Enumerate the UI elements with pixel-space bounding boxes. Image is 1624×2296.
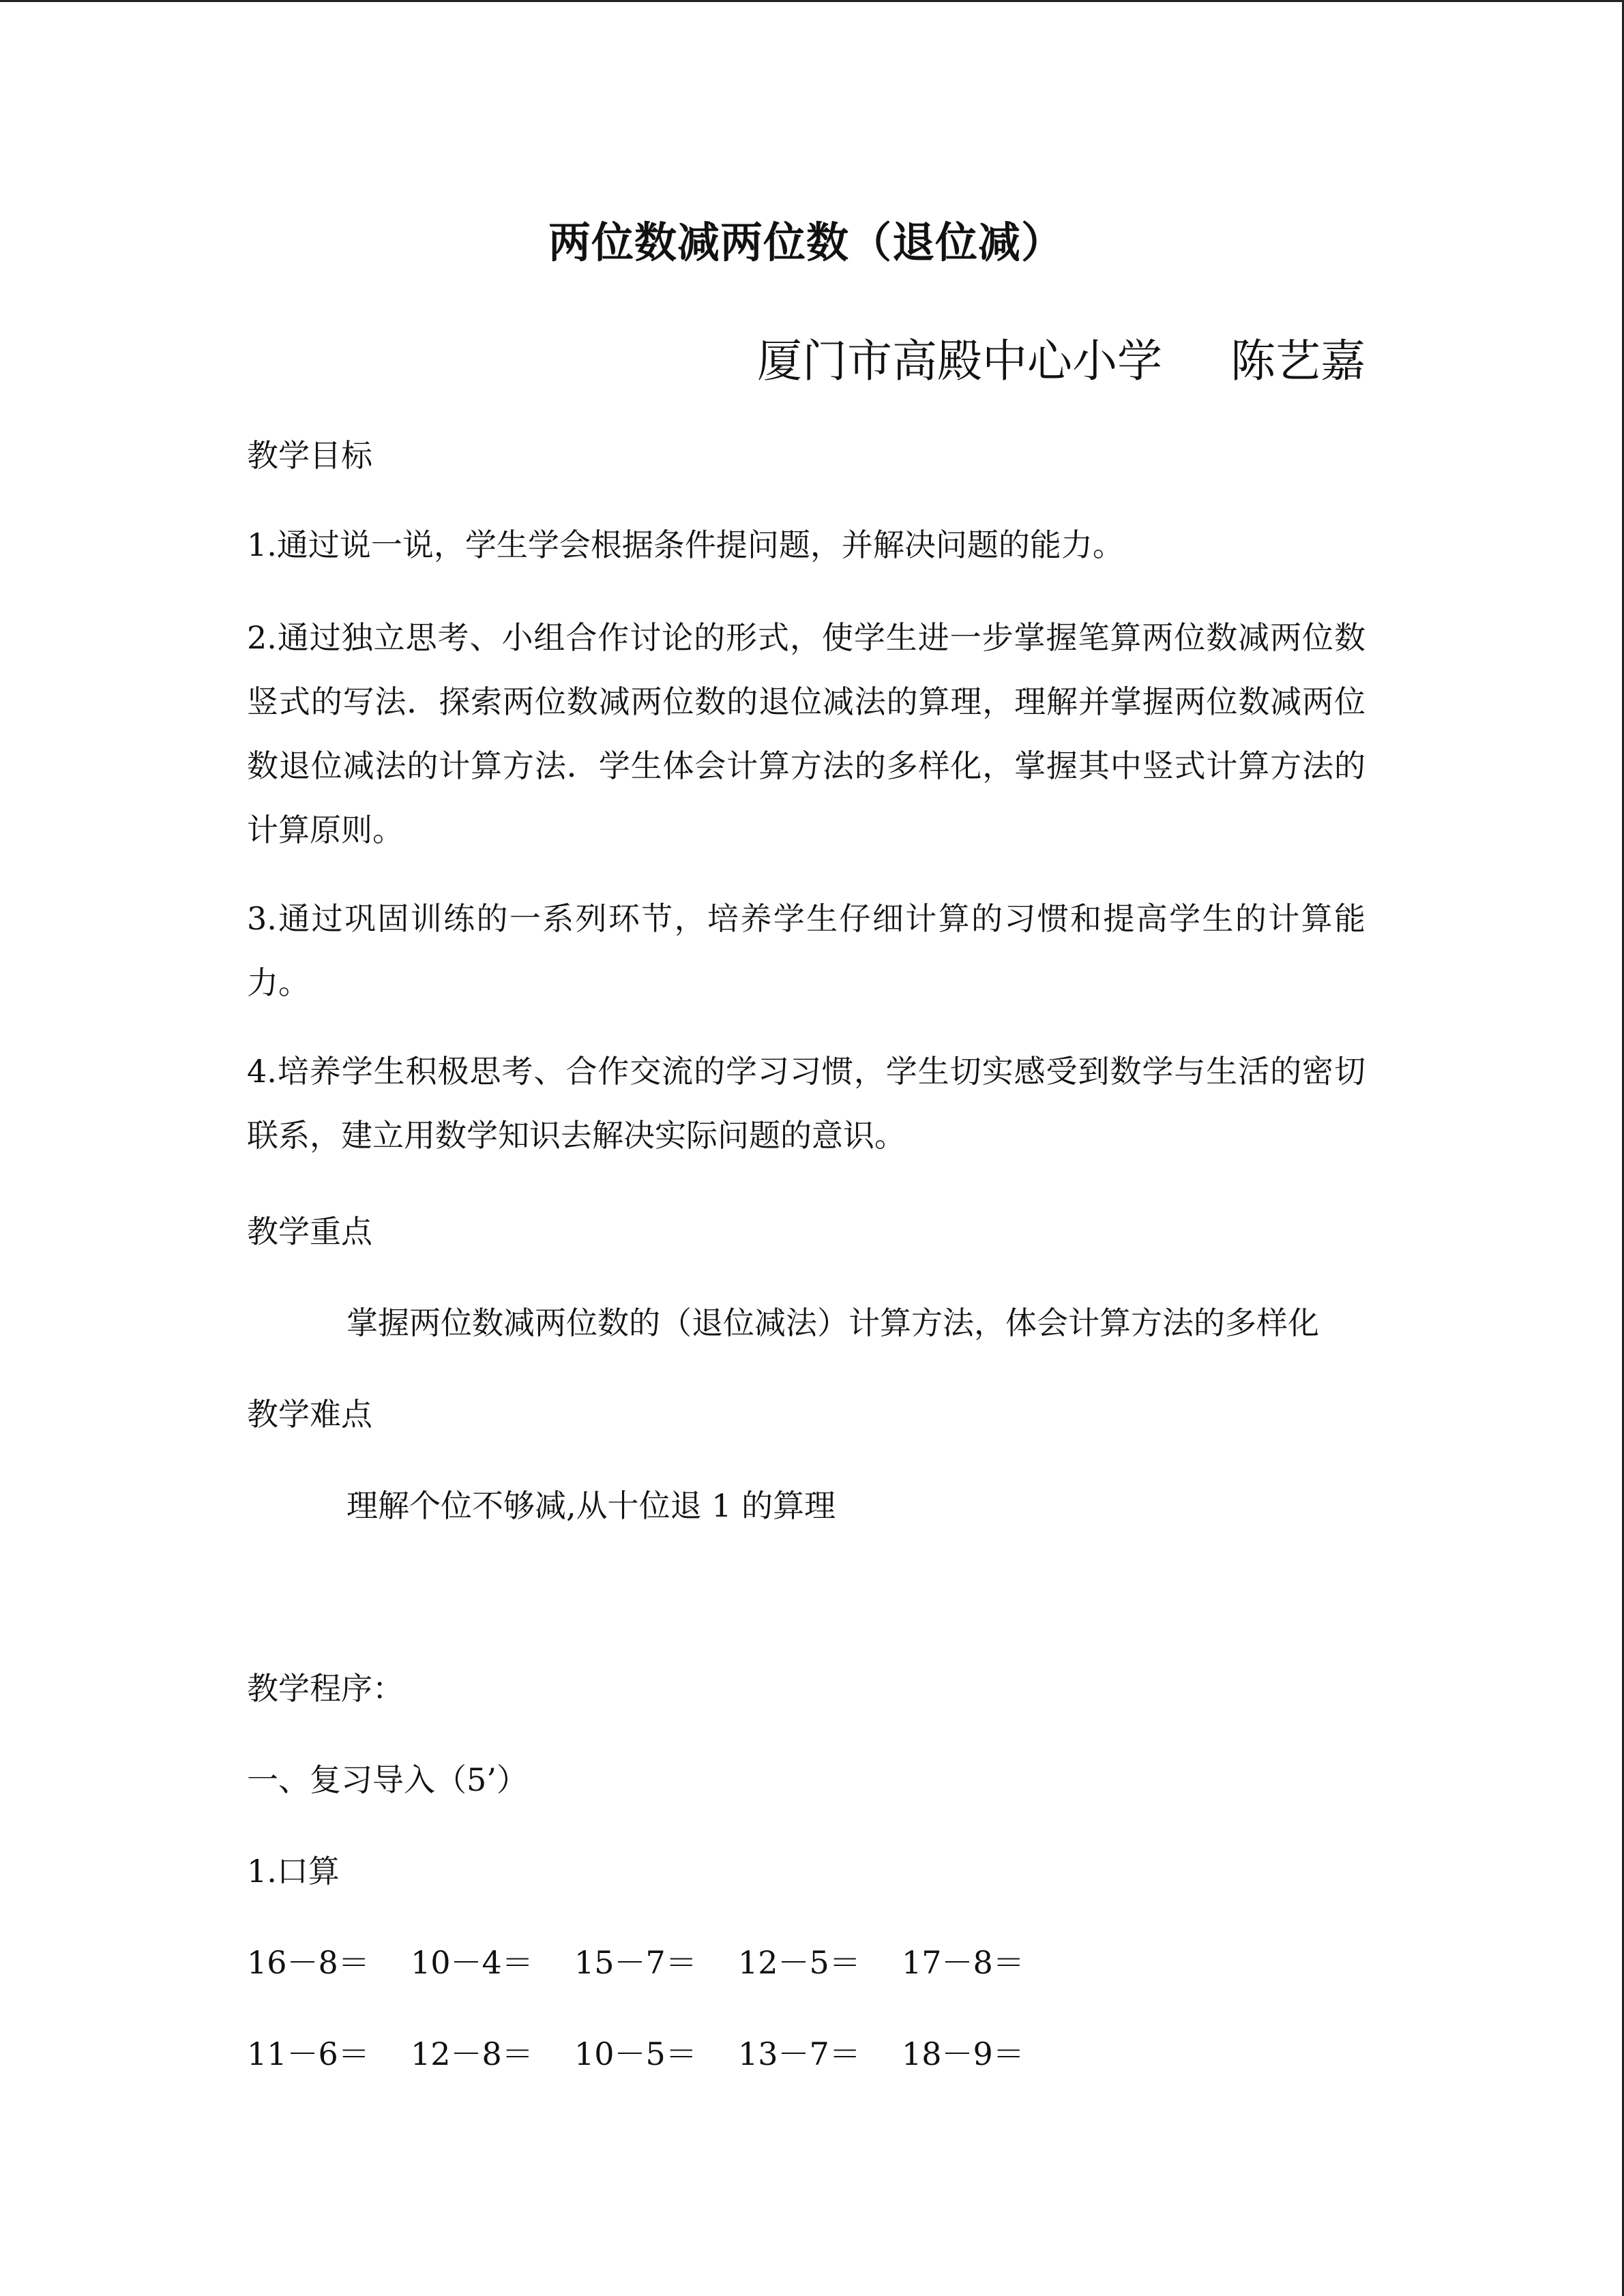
- math-problem: 10－4＝: [411, 1944, 533, 1981]
- author-school: 厦门市高殿中心小学: [757, 335, 1162, 387]
- mental-math-row-1: [247, 1938, 1065, 1983]
- mental-math-row-2: [247, 2029, 1065, 2074]
- author-line: [757, 325, 1365, 389]
- author-name: 陈艺嘉: [1230, 335, 1365, 387]
- math-problem: 12－5＝: [738, 1944, 861, 1981]
- difficulty-heading: 教学难点: [247, 1396, 372, 1433]
- section-review-intro: 一、复习导入（5’）: [247, 1761, 528, 1798]
- objectives-heading: 教学目标: [247, 437, 372, 474]
- math-problem: 15－7＝: [574, 1944, 697, 1981]
- math-problem: 16－8＝: [247, 1944, 370, 1981]
- objective-item-4: 4.培养学生积极思考、合作交流的学习习惯，学生切实感受到数学与生活的密切联系，建立用数学知识去解决实际问题的意识。: [247, 1053, 1365, 1154]
- math-problem: 11－6＝: [247, 2036, 370, 2072]
- math-problem: 13－7＝: [738, 2036, 861, 2072]
- document-title: 两位数减两位数（退位减）: [548, 218, 1064, 267]
- key-point-heading: 教学重点: [247, 1213, 372, 1250]
- procedure-heading: 教学程序：: [247, 1670, 404, 1707]
- math-problem: 10－5＝: [574, 2036, 697, 2072]
- page-top-border: [0, 0, 1624, 2]
- sub-mental-math: 1.口算: [247, 1853, 340, 1890]
- math-problem: 18－9＝: [902, 2036, 1024, 2072]
- math-problem: 17－8＝: [902, 1944, 1024, 1981]
- math-problem: 12－8＝: [411, 2036, 533, 2072]
- difficulty-text: 理解个位不够减,从十位退 1 的算理: [346, 1487, 836, 1524]
- key-point-text: 掌握两位数减两位数的（退位减法）计算方法，体会计算方法的多样化: [346, 1304, 1319, 1341]
- objective-item-1: 1.通过说一说，学生学会根据条件提问题，并解决问题的能力。: [247, 526, 1124, 563]
- objective-item-3: 3.通过巩固训练的一系列环节，培养学生仔细计算的习惯和提高学生的计算能力。: [247, 900, 1365, 1001]
- objective-item-2: 2.通过独立思考、小组合作讨论的形式，使学生进一步掌握笔算两位数减两位数竖式的写法．探索两位数减两位数的退位减法的算理，理解并掌握两位数减两位数退位减法的计算方法．学生体会计算方法的多样化，掌握其中竖式计算方法的计算原则。: [247, 619, 1365, 848]
